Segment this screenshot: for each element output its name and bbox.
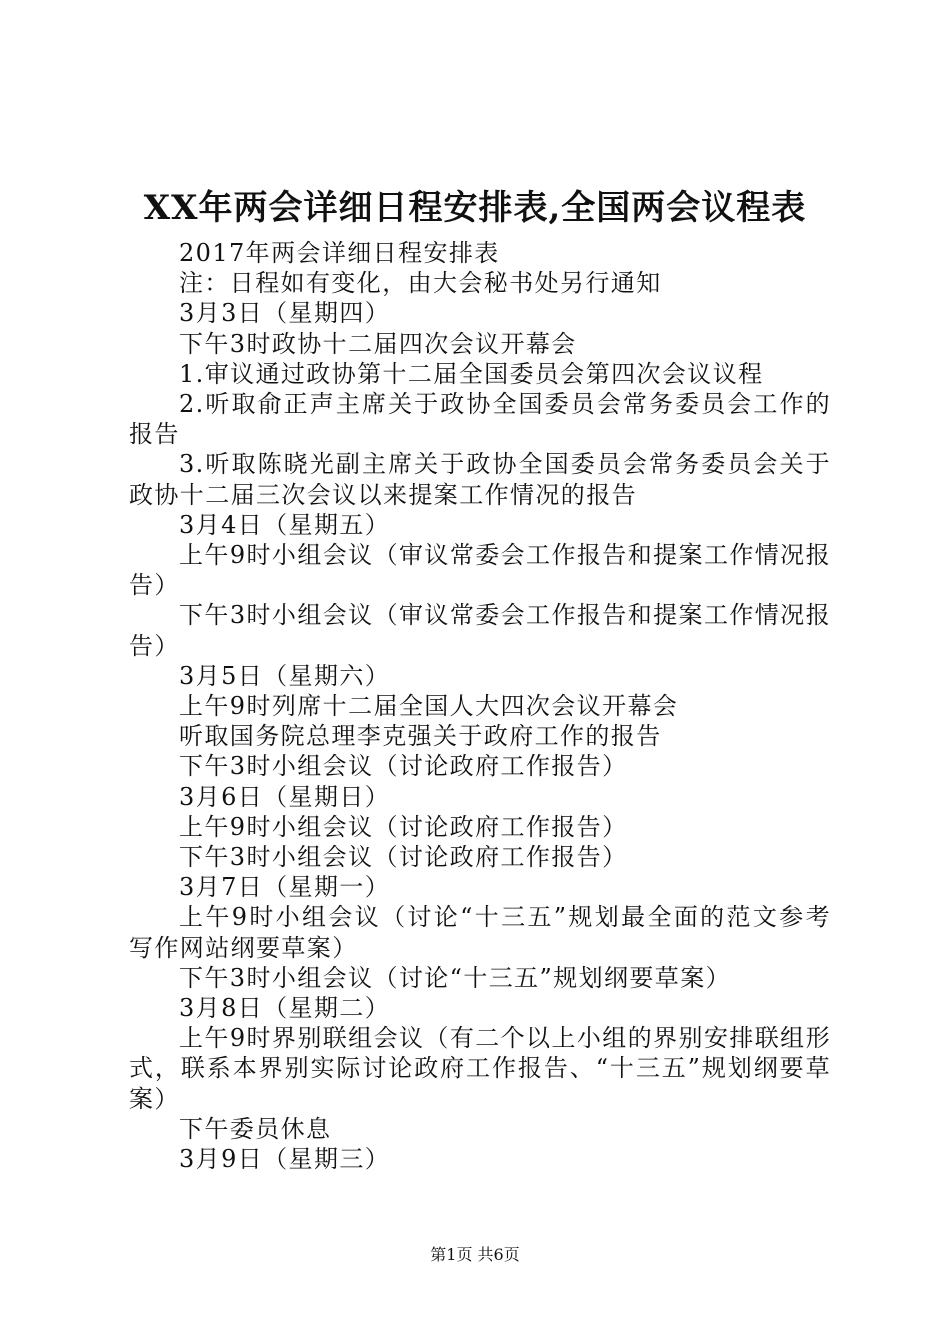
paragraph: 上午9时小组会议（讨论政府工作报告） xyxy=(179,812,628,841)
paragraph: 下午3时小组会议（讨论政府工作报告） xyxy=(179,843,628,872)
paragraph: 下午3时小组会议（讨论“十三五”规划纲要草案） xyxy=(179,963,732,992)
paragraph: 上午9时小组会议（审议常委会工作报告和提案工作情况报告） xyxy=(129,541,831,600)
paragraph: 2017年两会详细日程安排表 xyxy=(179,239,500,267)
document-title: XX年两会详细日程安排表,全国两会议程表 xyxy=(143,188,807,228)
paragraph: 3月7日（星期一） xyxy=(179,873,391,902)
paragraph: 3月8日（星期二） xyxy=(179,994,391,1023)
paragraph: 3.听取陈晓光副主席关于政协全国委员会常务委员会关于政协十二届三次会议以来提案工作情况的报告 xyxy=(129,450,831,509)
paragraph: 1.审议通过政协第十二届全国委员会第四次会议议程 xyxy=(179,359,764,388)
paragraph: 3月3日（星期四） xyxy=(179,299,391,328)
paragraph: 3月4日（星期五） xyxy=(179,510,391,539)
paragraph: 下午3时小组会议（讨论政府工作报告） xyxy=(179,752,628,781)
paragraph: 下午3时小组会议（审议常委会工作报告和提案工作情况报告） xyxy=(129,601,831,660)
paragraph: 注：日程如有变化，由大会秘书处另行通知 xyxy=(179,269,662,298)
paragraph: 3月6日（星期日） xyxy=(179,782,391,811)
page-number-footer: 第1页 共6页 xyxy=(430,1245,520,1264)
paragraph: 下午委员休息 xyxy=(179,1114,332,1143)
paragraph: 上午9时小组会议（讨论“十三五”规划最全面的范文参考写作网站纲要草案） xyxy=(129,903,831,962)
paragraph: 下午3时政协十二届四次会议开幕会 xyxy=(179,329,577,358)
paragraph: 2.听取俞正声主席关于政协全国委员会常务委员会工作的报告 xyxy=(129,390,831,449)
paragraph: 上午9时列席十二届全国人大四次会议开幕会 xyxy=(179,692,679,721)
paragraph: 3月5日（星期六） xyxy=(179,661,391,690)
document-body xyxy=(129,238,831,1174)
paragraph: 听取国务院总理李克强关于政府工作的报告 xyxy=(179,722,662,751)
paragraph: 3月9日（星期三） xyxy=(179,1145,391,1174)
paragraph: 上午9时界别联组会议（有二个以上小组的界别安排联组形式，联系本界别实际讨论政府工作报告、“十三五”规划纲要草案） xyxy=(129,1024,831,1113)
